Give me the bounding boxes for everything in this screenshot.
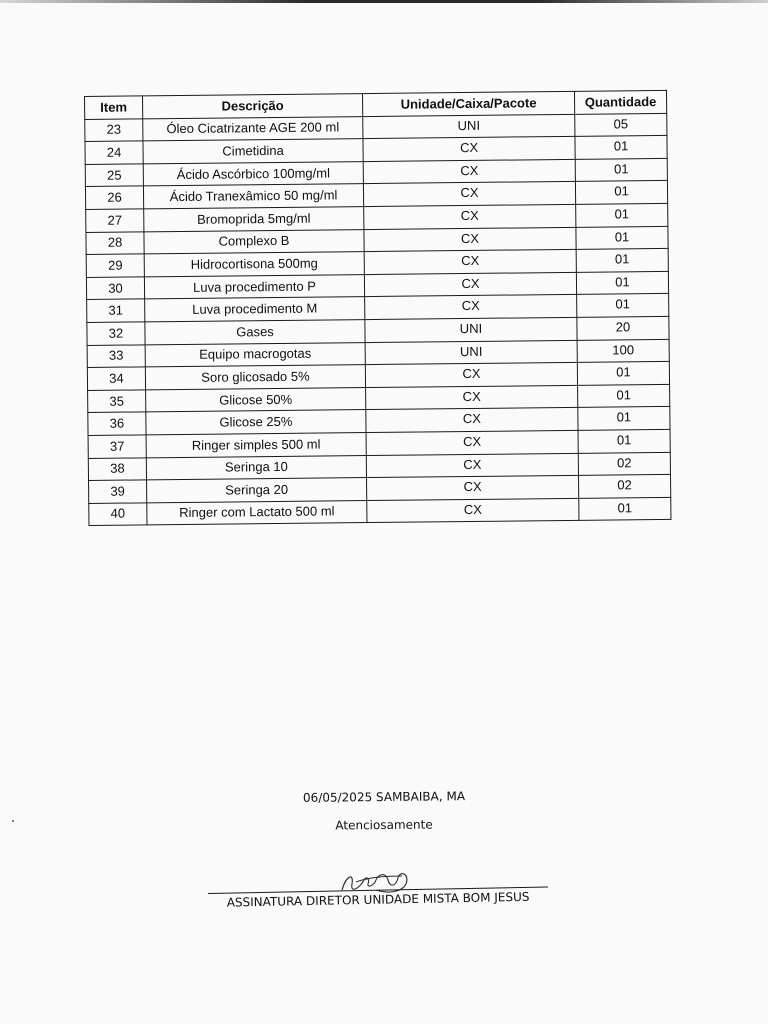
cell-descricao: Equipo macrogotas xyxy=(145,342,365,367)
cell-descricao: Luva procedimento P xyxy=(144,274,364,299)
cell-unidade: CX xyxy=(363,182,575,207)
cell-unidade: CX xyxy=(364,204,576,229)
cell-item: 40 xyxy=(89,503,147,526)
cell-item: 33 xyxy=(87,344,145,367)
cell-unidade: CX xyxy=(364,227,576,252)
date-place: 06/05/2025 SAMBAIBA, MA xyxy=(302,789,466,805)
cell-item: 35 xyxy=(88,390,146,413)
cell-unidade: CX xyxy=(363,159,575,184)
regards-text: Atenciosamente xyxy=(335,817,433,833)
header-descricao: Descrição xyxy=(143,94,363,119)
cell-unidade: CX xyxy=(365,362,577,387)
cell-item: 32 xyxy=(87,322,145,345)
cell-item: 34 xyxy=(87,367,145,390)
header-item: Item xyxy=(85,96,143,119)
cell-unidade: CX xyxy=(366,453,578,478)
cell-unidade: CX xyxy=(364,272,576,297)
cell-item: 38 xyxy=(88,457,146,480)
cell-descricao: Bromoprida 5mg/ml xyxy=(144,207,364,232)
cell-descricao: Luva procedimento M xyxy=(145,297,365,322)
scan-top-edge xyxy=(0,0,768,3)
cell-unidade: UNI xyxy=(363,114,575,139)
cell-descricao: Seringa 10 xyxy=(146,455,366,480)
cell-descricao: Óleo Cicatrizante AGE 200 ml xyxy=(143,116,363,141)
cell-unidade: CX xyxy=(365,295,577,320)
cell-unidade: CX xyxy=(366,408,578,433)
cell-descricao: Ácido Tranexâmico 50 mg/ml xyxy=(143,184,363,209)
cell-quantidade: 01 xyxy=(575,136,667,160)
cell-item: 29 xyxy=(86,254,144,277)
cell-item: 27 xyxy=(86,209,144,232)
cell-descricao: Glicose 25% xyxy=(146,410,366,435)
header-unidade: Unidade/Caixa/Pacote xyxy=(362,91,574,116)
cell-quantidade: 05 xyxy=(575,113,667,137)
cell-quantidade: 01 xyxy=(578,384,670,408)
cell-item: 30 xyxy=(86,277,144,300)
cell-unidade: CX xyxy=(366,385,578,410)
header-quantidade: Quantidade xyxy=(574,90,666,114)
cell-descricao: Hidrocortisona 500mg xyxy=(144,252,364,277)
cell-item: 24 xyxy=(85,141,143,164)
cell-descricao: Cimetidina xyxy=(143,139,363,164)
cell-quantidade: 01 xyxy=(575,158,667,182)
cell-unidade: UNI xyxy=(365,317,577,342)
cell-unidade: CX xyxy=(367,498,579,523)
cell-unidade: CX xyxy=(366,430,578,455)
items-table xyxy=(84,90,671,526)
cell-quantidade: 01 xyxy=(578,407,670,431)
cell-quantidade: 01 xyxy=(576,203,668,227)
cell-item: 36 xyxy=(88,412,146,435)
cell-item: 31 xyxy=(87,299,145,322)
cell-quantidade: 01 xyxy=(575,181,667,205)
cell-quantidade: 01 xyxy=(578,429,670,453)
cell-quantidade: 01 xyxy=(577,362,669,386)
cell-item: 26 xyxy=(85,186,143,209)
cell-descricao: Ringer simples 500 ml xyxy=(146,432,366,457)
cell-quantidade: 02 xyxy=(578,452,670,476)
cell-quantidade: 01 xyxy=(576,249,668,273)
cell-descricao: Ácido Ascórbico 100mg/ml xyxy=(143,161,363,186)
cell-descricao: Gases xyxy=(145,320,365,345)
cell-item: 23 xyxy=(85,118,143,141)
cell-descricao: Seringa 20 xyxy=(147,478,367,503)
cell-quantidade: 01 xyxy=(579,497,671,521)
cell-item: 25 xyxy=(85,164,143,187)
cell-descricao: Glicose 50% xyxy=(146,387,366,412)
table-row xyxy=(89,497,671,526)
table-body xyxy=(85,113,671,526)
cell-descricao: Complexo B xyxy=(144,229,364,254)
signature-caption: ASSINATURA DIRETOR UNIDADE MISTA BOM JESUS xyxy=(226,889,530,910)
cell-item: 28 xyxy=(86,231,144,254)
cell-quantidade: 01 xyxy=(577,294,669,318)
cell-unidade: CX xyxy=(367,475,579,500)
cell-quantidade: 01 xyxy=(576,271,668,295)
cell-quantidade: 02 xyxy=(579,474,671,498)
cell-descricao: Soro glicosado 5% xyxy=(145,365,365,390)
cell-item: 37 xyxy=(88,435,146,458)
cell-quantidade: 01 xyxy=(576,226,668,250)
cell-unidade: CX xyxy=(363,137,575,162)
cell-unidade: CX xyxy=(364,250,576,275)
cell-quantidade: 20 xyxy=(577,316,669,340)
cell-unidade: UNI xyxy=(365,340,577,365)
cell-item: 39 xyxy=(89,480,147,503)
cell-descricao: Ringer com Lactato 500 ml xyxy=(147,500,367,525)
cell-quantidade: 100 xyxy=(577,339,669,363)
items-table-container xyxy=(84,90,670,526)
